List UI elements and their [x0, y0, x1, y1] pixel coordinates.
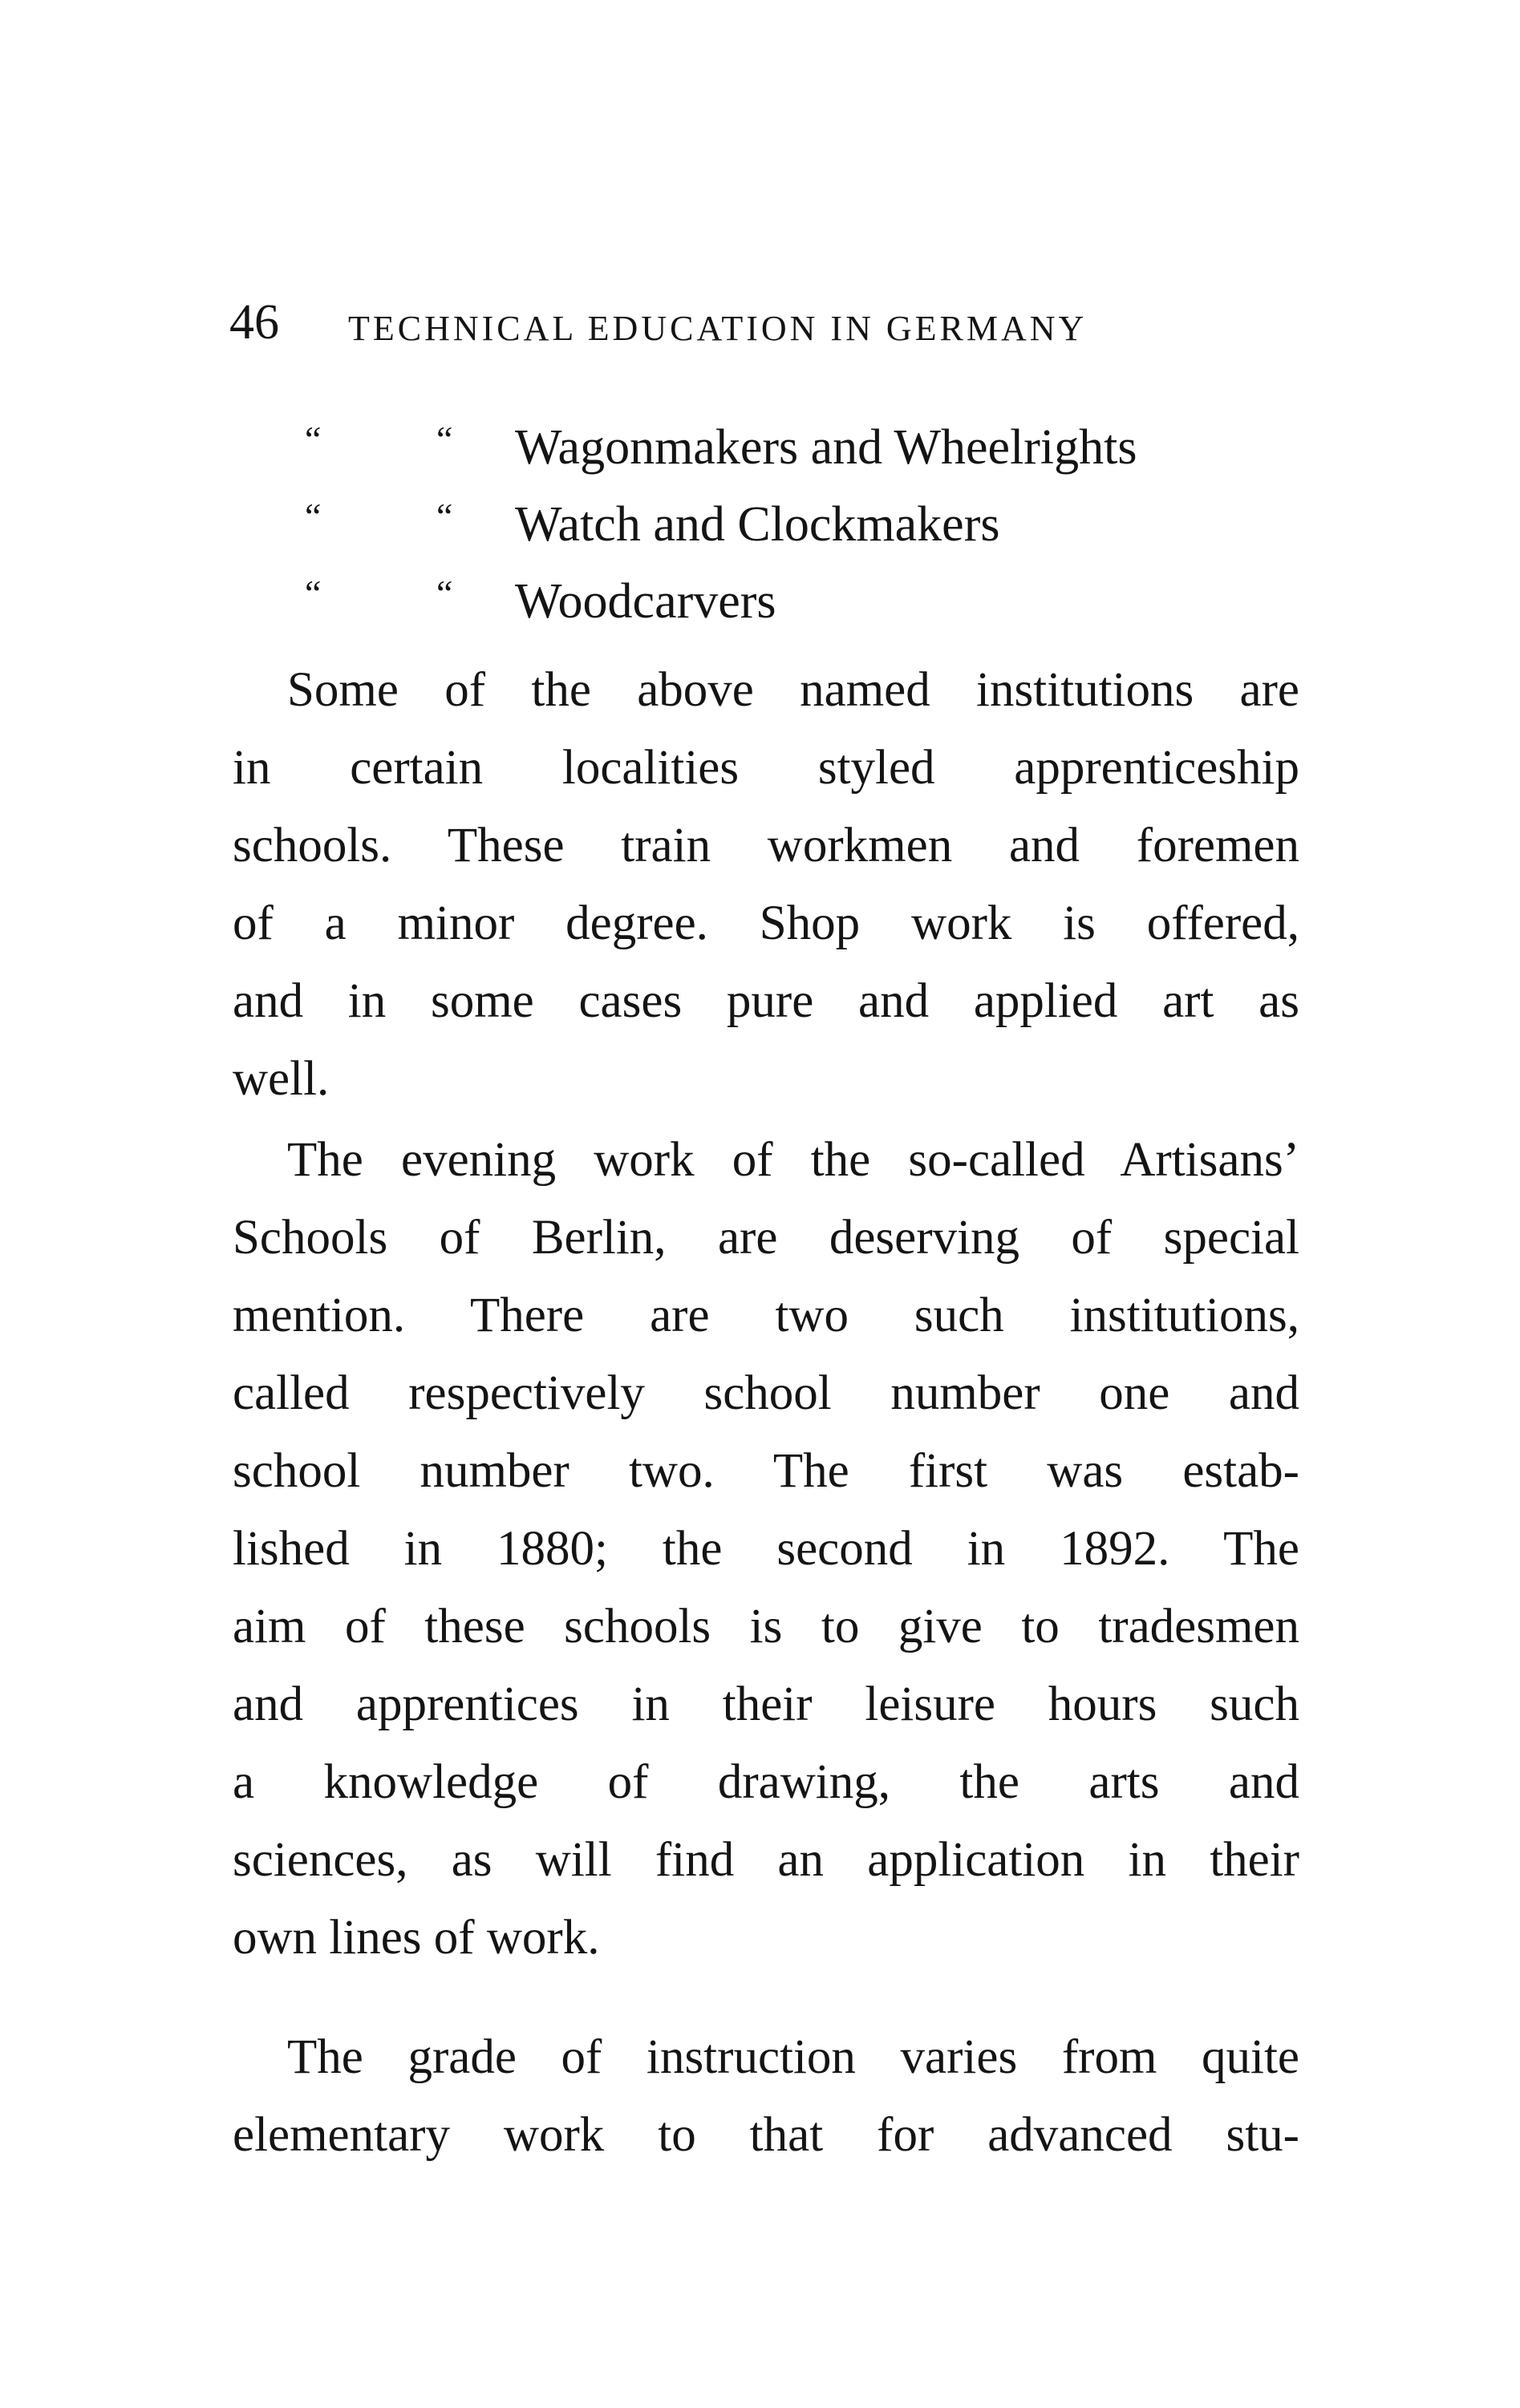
paragraph-artisans-schools — [233, 1121, 1299, 1977]
page-header — [229, 290, 1304, 354]
text-line: sciences, as will find an application in their — [233, 1833, 1299, 1887]
text-line: in certain localities styled apprenticeship — [233, 741, 1299, 795]
text-line: of a minor degree. Shop work is offered, — [233, 896, 1299, 950]
text-line: Some of the above named institutions are — [287, 663, 1299, 717]
text-line: Schools of Berlin, are deserving of special — [233, 1211, 1299, 1265]
ditto-mark: “ — [436, 573, 453, 613]
page-number: 46 — [229, 295, 279, 350]
text-line: elementary work to that for advanced stu- — [233, 2108, 1299, 2162]
text-line: schools. These train workmen and foremen — [233, 819, 1299, 872]
text-line: and in some cases pure and applied art as — [233, 974, 1299, 1028]
ditto-mark: “ — [436, 496, 453, 536]
text-line: lished in 1880; the second in 1892. The — [233, 1522, 1299, 1576]
text-line: mention. There are two such institutions, — [233, 1289, 1299, 1342]
list-item-text: Wagonmakers and Wheelrights — [515, 420, 1137, 475]
list-item-text: Woodcarvers — [515, 574, 776, 629]
ditto-mark: “ — [436, 419, 453, 459]
text-line: school number two. The first was estab- — [233, 1444, 1299, 1498]
text-line: well. — [233, 1052, 330, 1106]
text-line: a knowledge of drawing, the arts and — [233, 1755, 1299, 1809]
ditto-mark: “ — [305, 573, 322, 613]
text-line: aim of these schools is to give to tradesmen — [233, 1600, 1299, 1653]
ditto-mark: “ — [305, 419, 322, 459]
text-line: and apprentices in their leisure hours such — [233, 1678, 1299, 1731]
text-line: The evening work of the so-called Artisans’ — [287, 1133, 1299, 1187]
ditto-mark: “ — [305, 496, 322, 536]
running-title: TECHNICAL EDUCATION IN GERMANY — [348, 309, 1088, 348]
text-line: called respectively school number one and — [233, 1366, 1299, 1420]
list-item-text: Watch and Clockmakers — [515, 497, 1000, 552]
text-line: The grade of instruction varies from quite — [287, 2030, 1299, 2084]
text-line: own lines of work. — [233, 1911, 600, 1965]
paragraph-apprenticeship-schools — [233, 651, 1299, 1118]
paragraph-grade-of-instruction — [233, 2018, 1299, 2174]
